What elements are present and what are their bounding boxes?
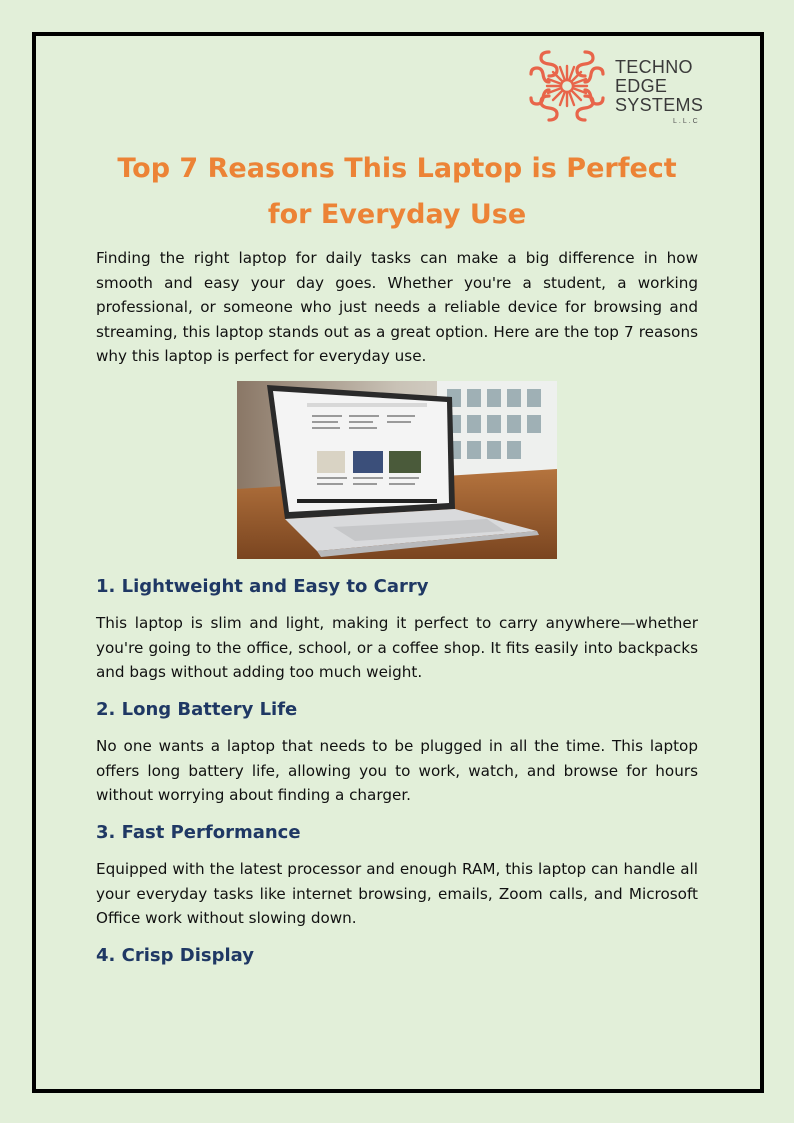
section-heading-1: 1. Lightweight and Easy to Carry: [96, 576, 429, 597]
laptop-photo: [237, 381, 557, 559]
logo-line-systems: SYSTEMS: [615, 95, 704, 115]
section-body-3: Equipped with the latest processor and enough RAM, this laptop can handle all your everyday tasks like internet browsing, emails, Zoom calls, and Microsoft Office work without slowing down.: [96, 860, 698, 928]
logo-wordmark: [615, 58, 703, 115]
section-body-2: No one wants a laptop that needs to be plugged in all the time. This laptop offers long battery life, allowing you to work, watch, and browse for hours without worrying about finding a charger.: [96, 737, 698, 805]
section-heading-3: 3. Fast Performance: [96, 822, 301, 843]
intro-paragraph: Finding the right laptop for daily tasks can make a big difference in how smooth and easy your day goes. Whether you're a student, a working professional, or someone who just needs a reliable device for browsing and streaming, this laptop stands out as a great option. Here are the top 7 reasons why this laptop is perfect for everyday use.: [96, 249, 698, 366]
section-body-1: This laptop is slim and light, making it perfect to carry anywhere—whether you're going to the office, school, or a coffee shop. It fits easily into backpacks and bags without adding too much weight.: [96, 614, 698, 682]
logo-suffix: L.L.C: [673, 118, 700, 125]
techno-edge-logo-icon: [527, 46, 607, 126]
article-title: Top 7 Reasons This Laptop is Perfect for Everyday Use: [117, 153, 677, 230]
logo-line-edge: EDGE: [615, 76, 668, 96]
section-heading-4: 4. Crisp Display: [96, 945, 254, 966]
company-logo: [527, 46, 712, 128]
section-heading-2: 2. Long Battery Life: [96, 699, 298, 720]
logo-line-techno: TECHNO: [615, 57, 693, 77]
